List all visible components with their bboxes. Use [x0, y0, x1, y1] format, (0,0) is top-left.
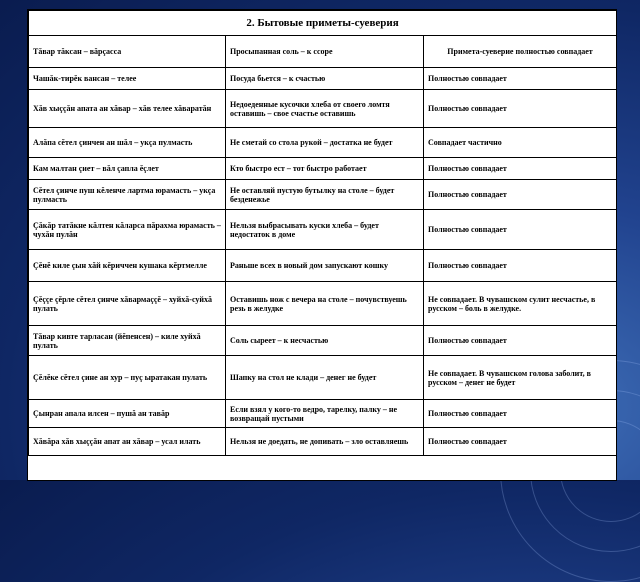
russian-cell: Нельзя выбрасывать куски хлеба – будет недостаток в доме: [226, 210, 424, 250]
chuvash-cell: Чашăк-тирĕк вансан – телее: [29, 68, 226, 90]
comparison-cell: Полностью совпадает: [424, 180, 617, 210]
title-row: [29, 11, 617, 36]
chuvash-cell: Сĕтел çинче пуш кĕленче лартма юрамасть – укçа пулмасть: [29, 180, 226, 210]
chuvash-cell: Çĕлĕке сĕтел çине ан хур – пуç ыратакан пулать: [29, 356, 226, 400]
table-row: [29, 128, 617, 158]
comparison-cell: Полностью совпадает: [424, 210, 617, 250]
table-row: [29, 180, 617, 210]
header-row: [29, 36, 617, 68]
chuvash-cell: Çĕнĕ киле çын хăй кĕриччен кушака кĕртмелле: [29, 250, 226, 282]
chuvash-cell: Алăпа сĕтел çинчен ан шăл – укçа пулмасть: [29, 128, 226, 158]
slide-table: [27, 9, 617, 481]
russian-cell: Раньше всех в новый дом запускают кошку: [226, 250, 424, 282]
table-row: [29, 282, 617, 326]
table-row: [29, 158, 617, 180]
chuvash-cell: Хăвăра хăв хыççăн апат ан хăвар – усал илать: [29, 428, 226, 456]
comparison-cell: Совпадает частично: [424, 128, 617, 158]
table-row: [29, 90, 617, 128]
chuvash-cell: Çĕççе çĕрле сĕтел çинче хăвармаççĕ – хуйхă-суйхă пулать: [29, 282, 226, 326]
chuvash-cell: Çынран апала илсен – пушă ан тавăр: [29, 400, 226, 428]
russian-cell: Шапку на стол не клади – денег не будет: [226, 356, 424, 400]
russian-cell: Недоеденные кусочки хлеба от своего ломтя оставишь – свое счастье оставишь: [226, 90, 424, 128]
table-title: 2. Бытовые приметы-суеверия: [29, 11, 617, 36]
russian-cell: Посуда бьется – к счастью: [226, 68, 424, 90]
russian-cell: Нельзя не доедать, не допивать – зло оставляешь: [226, 428, 424, 456]
russian-cell: Не сметай со стола рукой – достатка не будет: [226, 128, 424, 158]
comparison-cell: Не совпадает. В чувашском сулит несчастье, в русском – боль в желудке.: [424, 282, 617, 326]
table-row: [29, 68, 617, 90]
comparison-cell: Полностью совпадает: [424, 68, 617, 90]
comparison-cell: Не совпадает. В чувашском голова заболит, в русском – денег не будет: [424, 356, 617, 400]
russian-cell: Если взял у кого-то ведро, тарелку, палку – не возвращай пустыми: [226, 400, 424, 428]
comparison-cell: Полностью совпадает: [424, 400, 617, 428]
chuvash-cell: Хăв хыççăн апата ан хăвар – хăв телее хăваратăн: [29, 90, 226, 128]
comparison-cell: Полностью совпадает: [424, 158, 617, 180]
comparison-cell: Полностью совпадает: [424, 326, 617, 356]
header-comparison: Примета-суеверие полностью совпадает: [424, 36, 617, 68]
table-row: [29, 326, 617, 356]
comparison-cell: Полностью совпадает: [424, 250, 617, 282]
table-row: [29, 428, 617, 456]
table-row: [29, 210, 617, 250]
header-russian: Просыпанная соль – к ссоре: [226, 36, 424, 68]
header-chuvash: Тăвар тăксан – вăрçасса: [29, 36, 226, 68]
table-row: [29, 400, 617, 428]
comparison-cell: Полностью совпадает: [424, 428, 617, 456]
chuvash-cell: Тăвар кивте тарласан (йĕпенсен) – киле хуйхă пулать: [29, 326, 226, 356]
chuvash-cell: Çăкăр татăкне кăлтен кăларса пăрахма юрамасть – чухăн пулăн: [29, 210, 226, 250]
russian-cell: Оставишь нож с вечера на столе – почувствуешь резь в желудке: [226, 282, 424, 326]
russian-cell: Кто быстро ест – тот быстро работает: [226, 158, 424, 180]
superstitions-table: [28, 10, 617, 456]
russian-cell: Не оставляй пустую бутылку на столе – будет безденежье: [226, 180, 424, 210]
table-row: [29, 356, 617, 400]
chuvash-cell: Кам малтан çиет – вăл çапла ĕçлет: [29, 158, 226, 180]
comparison-cell: Полностью совпадает: [424, 90, 617, 128]
russian-cell: Соль сыреет – к несчастью: [226, 326, 424, 356]
table-row: [29, 250, 617, 282]
